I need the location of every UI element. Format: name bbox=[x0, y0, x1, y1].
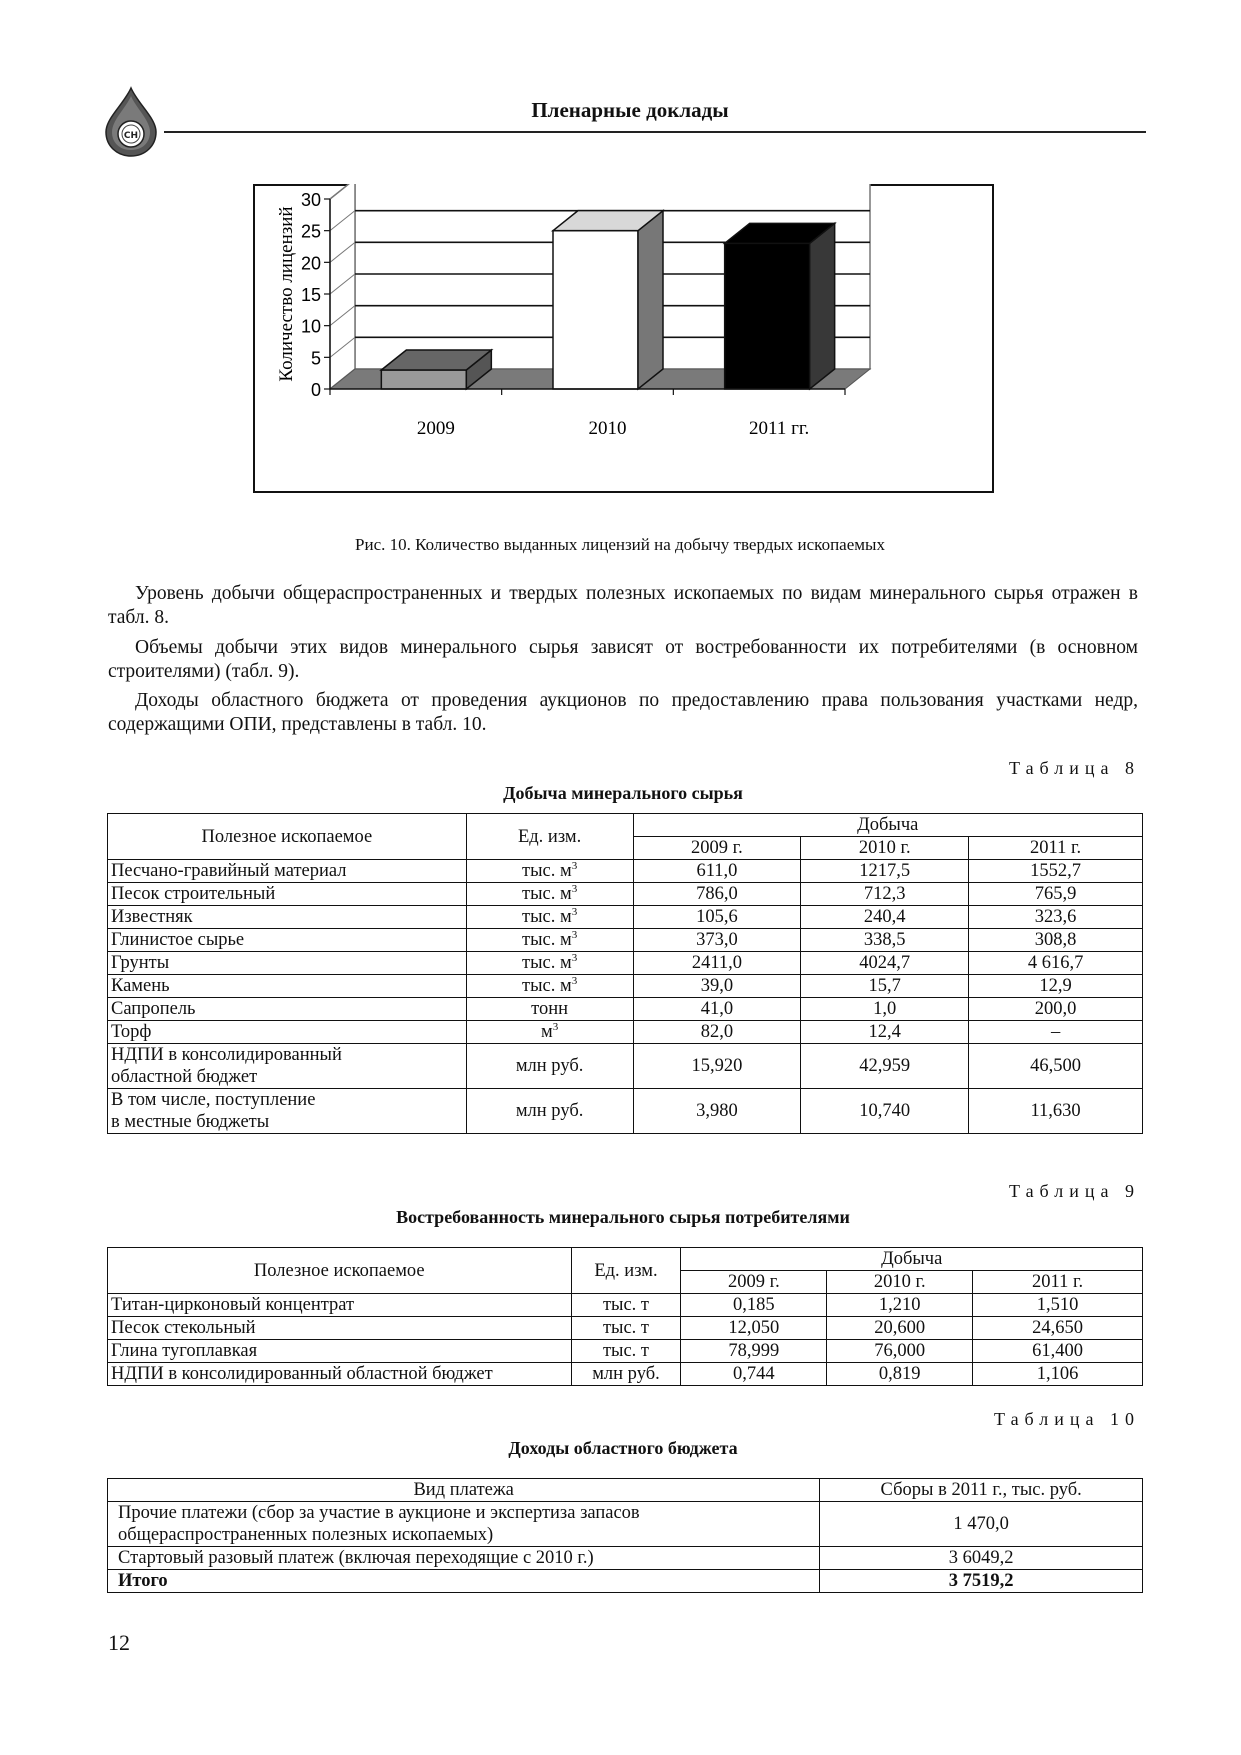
header-rule bbox=[164, 131, 1146, 133]
cell-text: 39,0 bbox=[700, 976, 734, 996]
cell-unit bbox=[571, 1294, 681, 1317]
cell-text: 1552,7 bbox=[1030, 861, 1082, 881]
cell-value bbox=[801, 906, 969, 929]
cell-text: 105,6 bbox=[696, 907, 738, 927]
unit-superscript: 3 bbox=[571, 951, 578, 964]
cell-text: Титан-цирконовый концентрат bbox=[111, 1295, 355, 1315]
header-year bbox=[827, 1271, 973, 1294]
cell-value bbox=[827, 1340, 973, 1363]
cell-text: 15,920 bbox=[691, 1056, 743, 1076]
y-tick-label: 25 bbox=[300, 221, 321, 242]
cell-text: областной бюджет bbox=[111, 1067, 258, 1087]
table-row bbox=[108, 952, 1143, 975]
cell-text: Стартовый разовый платеж (включая переходящие с 2010 г.) bbox=[118, 1548, 594, 1568]
cell-amount bbox=[820, 1547, 1143, 1570]
cell-value bbox=[973, 1294, 1143, 1317]
table-header-row bbox=[108, 814, 1143, 837]
cell-text: 61,400 bbox=[1032, 1341, 1083, 1361]
cell-name bbox=[108, 1340, 572, 1363]
cell-name bbox=[108, 1294, 572, 1317]
cell-unit bbox=[466, 929, 633, 952]
table-header-row bbox=[108, 1479, 1143, 1502]
cell-unit bbox=[466, 883, 633, 906]
table-row bbox=[108, 929, 1143, 952]
cell-value bbox=[681, 1294, 827, 1317]
cell-text: В том числе, поступление bbox=[111, 1090, 316, 1110]
table-total-row bbox=[108, 1570, 1143, 1593]
cell-text: 10,740 bbox=[859, 1101, 911, 1121]
unit-superscript: 3 bbox=[571, 974, 578, 987]
table-row bbox=[108, 1021, 1143, 1044]
licenses-bar-chart bbox=[253, 184, 994, 493]
cell-value bbox=[969, 883, 1143, 906]
total-amount bbox=[820, 1570, 1143, 1593]
paragraph-3: Доходы областного бюджета от проведения аукционов по предоставлению права пользования участками недр, содержащими ОПИ, представлены в табл. 10. bbox=[108, 690, 1138, 735]
cell-value bbox=[633, 860, 801, 883]
table-10-label: Таблица 10 bbox=[994, 1409, 1140, 1429]
cell-value bbox=[801, 1021, 969, 1044]
cell-name bbox=[108, 929, 467, 952]
cell-text: 240,4 bbox=[863, 907, 906, 927]
cell-name bbox=[108, 998, 467, 1021]
cell-value bbox=[681, 1340, 827, 1363]
cell-text: 338,5 bbox=[863, 930, 906, 950]
cell-name bbox=[108, 1502, 820, 1547]
cell-text: млн руб. bbox=[515, 1056, 584, 1076]
cell-text: 12,050 bbox=[728, 1318, 780, 1338]
table-10-title: Доходы областного бюджета bbox=[508, 1438, 738, 1458]
cell-text: 308,8 bbox=[1034, 930, 1077, 950]
cell-text: Сапропель bbox=[111, 999, 196, 1019]
cell-name bbox=[108, 1363, 572, 1386]
cell-text: 11,630 bbox=[1030, 1101, 1081, 1121]
header-amount bbox=[820, 1479, 1143, 1502]
table-9-label: Таблица 9 bbox=[1009, 1181, 1140, 1201]
header-year bbox=[681, 1271, 827, 1294]
cell-text: Камень bbox=[111, 976, 170, 996]
table-row bbox=[108, 975, 1143, 998]
cell-value bbox=[973, 1340, 1143, 1363]
header-text: Вид платежа bbox=[413, 1480, 514, 1500]
cell-unit bbox=[466, 975, 633, 998]
cell-value bbox=[633, 883, 801, 906]
cell-value bbox=[633, 929, 801, 952]
cell-value bbox=[801, 929, 969, 952]
header-group bbox=[633, 814, 1143, 837]
cell-text: НДПИ в консолидированный областной бюджет bbox=[111, 1364, 493, 1384]
table-row bbox=[108, 1317, 1143, 1340]
cell-text: 4024,7 bbox=[859, 953, 911, 973]
cell-text: 3 6049,2 bbox=[948, 1548, 1014, 1568]
header-text: 2010 г. bbox=[858, 838, 911, 858]
bar-2009 bbox=[381, 350, 491, 389]
table-9 bbox=[107, 1247, 1143, 1386]
cell-value bbox=[801, 975, 969, 998]
cell-text: тыс. м bbox=[522, 884, 572, 904]
cell-value bbox=[633, 975, 801, 998]
cell-text: Песок стекольный bbox=[111, 1318, 256, 1338]
cell-text: 323,6 bbox=[1034, 907, 1077, 927]
cell-text: млн руб. bbox=[592, 1364, 660, 1384]
page-number: 12 bbox=[108, 1630, 130, 1655]
cell-text: тыс. м bbox=[522, 953, 572, 973]
chart-side-wall bbox=[330, 184, 355, 389]
cell-value bbox=[969, 952, 1143, 975]
cell-text: 1,210 bbox=[878, 1295, 921, 1315]
cell-unit bbox=[571, 1317, 681, 1340]
svg-text:СН: СН bbox=[123, 131, 139, 141]
cell-text: 1,510 bbox=[1036, 1295, 1079, 1315]
cell-text: 1,106 bbox=[1036, 1364, 1079, 1384]
cell-text: 1,0 bbox=[873, 999, 897, 1019]
cell-text: 765,9 bbox=[1034, 884, 1077, 904]
cell-text: 24,650 bbox=[1032, 1318, 1083, 1338]
bar-side bbox=[638, 211, 663, 389]
cell-value bbox=[801, 998, 969, 1021]
cell-value bbox=[969, 1021, 1143, 1044]
bar-2011 гг. bbox=[725, 223, 835, 389]
cell-value bbox=[827, 1363, 973, 1386]
header-text: Добыча bbox=[857, 815, 919, 835]
unit-superscript: 3 bbox=[571, 882, 578, 895]
cell-value bbox=[801, 860, 969, 883]
cell-text: 0,819 bbox=[878, 1364, 921, 1384]
cell-name bbox=[108, 1089, 467, 1134]
cell-text: Известняк bbox=[111, 907, 193, 927]
header-text: 2009 г. bbox=[691, 838, 743, 858]
figure-caption: Рис. 10. Количество выданных лицензий на добычу твердых ископаемых bbox=[355, 535, 885, 554]
cell-value bbox=[969, 975, 1143, 998]
table-row bbox=[108, 1089, 1143, 1134]
paragraph-1: Уровень добычи общераспространенных и твердых полезных ископаемых по видам минерального сырья отражен в табл. 8. bbox=[108, 583, 1138, 628]
cell-value bbox=[801, 883, 969, 906]
table-8-title: Добыча минерального сырья bbox=[503, 783, 743, 803]
cell-value bbox=[633, 998, 801, 1021]
cell-text: 46,500 bbox=[1030, 1056, 1082, 1076]
cell-text: тыс. т bbox=[602, 1295, 649, 1315]
cell-amount bbox=[820, 1502, 1143, 1547]
cell-text: Песчано-гравийный материал bbox=[111, 861, 347, 881]
cell-text: тыс. т bbox=[602, 1341, 649, 1361]
header-text: 2011 г. bbox=[1030, 838, 1082, 858]
table-header-row bbox=[108, 1248, 1143, 1271]
header-unit bbox=[466, 814, 633, 860]
y-axis-label: Количество лицензий bbox=[276, 206, 297, 382]
cell-text: 42,959 bbox=[859, 1056, 911, 1076]
cell-name bbox=[108, 952, 467, 975]
y-tick-label: 10 bbox=[300, 316, 321, 337]
cell-value bbox=[633, 1089, 801, 1134]
cell-unit bbox=[466, 952, 633, 975]
header-text: Полезное ископаемое bbox=[253, 1260, 425, 1281]
cell-value bbox=[969, 929, 1143, 952]
cell-name bbox=[108, 860, 467, 883]
cell-value bbox=[681, 1317, 827, 1340]
unit-superscript: 3 bbox=[571, 905, 578, 918]
unit-superscript: 3 bbox=[571, 859, 578, 872]
cell-value bbox=[969, 906, 1143, 929]
cell-text: 786,0 bbox=[696, 884, 738, 904]
cell-value bbox=[633, 1021, 801, 1044]
cell-text: тыс. м bbox=[522, 907, 572, 927]
header-text: 2010 г. bbox=[873, 1272, 926, 1292]
cell-text: 15,7 bbox=[868, 976, 901, 996]
table-row bbox=[108, 906, 1143, 929]
header-text: Ед. изм. bbox=[594, 1260, 658, 1281]
cell-name bbox=[108, 1044, 467, 1089]
table-row bbox=[108, 1363, 1143, 1386]
cell-text: 76,000 bbox=[874, 1341, 926, 1361]
cell-text: 12,4 bbox=[868, 1022, 901, 1042]
cell-text: 82,0 bbox=[700, 1022, 734, 1042]
cell-text: – bbox=[1050, 1022, 1061, 1042]
cell-text: м bbox=[540, 1022, 553, 1042]
table-row bbox=[108, 883, 1143, 906]
y-tick-label: 5 bbox=[310, 348, 321, 369]
table-10 bbox=[107, 1478, 1143, 1593]
x-category-label: 2009 bbox=[416, 418, 455, 439]
cell-unit bbox=[571, 1340, 681, 1363]
cell-unit bbox=[571, 1363, 681, 1386]
cell-text: Глинистое сырье bbox=[111, 930, 245, 950]
cell-name bbox=[108, 1021, 467, 1044]
table-row bbox=[108, 1547, 1143, 1570]
table-8 bbox=[107, 813, 1143, 1134]
cell-text: общераспространенных полезных ископаемых) bbox=[118, 1525, 494, 1545]
cell-text: млн руб. bbox=[515, 1101, 584, 1121]
unit-superscript: 3 bbox=[571, 928, 578, 941]
cell-unit bbox=[466, 906, 633, 929]
header-year bbox=[973, 1271, 1143, 1294]
bar-2010 bbox=[553, 211, 663, 389]
y-tick-label: 30 bbox=[300, 190, 321, 210]
cell-text: 3,980 bbox=[696, 1101, 738, 1121]
cell-value bbox=[801, 1089, 969, 1134]
header-text: Ед. изм. bbox=[517, 826, 582, 847]
cell-unit bbox=[466, 860, 633, 883]
header-unit bbox=[571, 1248, 681, 1294]
cell-name bbox=[108, 1317, 572, 1340]
cell-text: Итого bbox=[118, 1571, 168, 1591]
header-group bbox=[681, 1248, 1143, 1271]
cell-text: Глина тугоплавкая bbox=[111, 1341, 258, 1361]
cell-name bbox=[108, 906, 467, 929]
cell-value bbox=[969, 860, 1143, 883]
cell-unit bbox=[466, 1021, 633, 1044]
cell-text: 78,999 bbox=[728, 1341, 780, 1361]
cell-name bbox=[108, 1547, 820, 1570]
header-text: Полезное ископаемое bbox=[201, 826, 373, 847]
total-name bbox=[108, 1570, 820, 1593]
header-text: 2011 г. bbox=[1032, 1272, 1084, 1292]
cell-text: 12,9 bbox=[1039, 976, 1072, 996]
cell-value bbox=[969, 1089, 1143, 1134]
header-year bbox=[633, 837, 801, 860]
header-year bbox=[969, 837, 1143, 860]
header-mineral bbox=[108, 1248, 572, 1294]
cell-text: НДПИ в консолидированный bbox=[111, 1045, 342, 1065]
cell-value bbox=[801, 1044, 969, 1089]
cell-text: 1 470,0 bbox=[953, 1514, 1009, 1534]
bar-side bbox=[810, 223, 835, 389]
y-tick-label: 15 bbox=[300, 285, 321, 305]
cell-text: в местные бюджеты bbox=[111, 1112, 270, 1132]
cell-text: тыс. м bbox=[522, 861, 572, 881]
cell-text: 3 7519,2 bbox=[948, 1571, 1014, 1591]
header-year bbox=[801, 837, 969, 860]
cell-text: 200,0 bbox=[1034, 999, 1077, 1019]
y-tick-label: 0 bbox=[310, 380, 321, 400]
unit-superscript: 3 bbox=[552, 1020, 559, 1033]
cell-text: 0,185 bbox=[733, 1295, 775, 1315]
cell-text: Торф bbox=[111, 1022, 152, 1042]
cell-unit bbox=[466, 998, 633, 1021]
cell-value bbox=[969, 998, 1143, 1021]
cell-name bbox=[108, 883, 467, 906]
cell-text: 712,3 bbox=[863, 884, 906, 904]
bar-front bbox=[725, 243, 810, 389]
cell-text: тыс. т bbox=[602, 1318, 649, 1338]
cell-text: тыс. м bbox=[522, 976, 572, 996]
x-category-label: 2011 гг. bbox=[749, 418, 810, 439]
cell-text: Прочие платежи (сбор за участие в аукционе и экспертиза запасов bbox=[118, 1503, 640, 1523]
cell-unit bbox=[466, 1044, 633, 1089]
header-type bbox=[108, 1479, 820, 1502]
cell-text: 41,0 bbox=[700, 999, 734, 1019]
x-category-label: 2010 bbox=[588, 418, 627, 439]
y-tick-label: 20 bbox=[300, 253, 321, 274]
table-row bbox=[108, 1044, 1143, 1089]
cell-value bbox=[633, 1044, 801, 1089]
cell-name bbox=[108, 975, 467, 998]
table-row bbox=[108, 1502, 1143, 1547]
bar-front bbox=[381, 370, 466, 389]
header-mineral bbox=[108, 814, 467, 860]
header-title: Пленарные доклады bbox=[531, 98, 729, 122]
cell-value bbox=[801, 952, 969, 975]
cell-text: тыс. м bbox=[522, 930, 572, 950]
cell-unit bbox=[466, 1089, 633, 1134]
header-text: Сборы в 2011 г., тыс. руб. bbox=[880, 1480, 1082, 1500]
cell-value bbox=[633, 952, 801, 975]
cell-text: Грунты bbox=[111, 953, 170, 973]
cell-text: Песок строительный bbox=[111, 884, 276, 904]
paragraph-2: Объемы добычи этих видов минерального сырья зависят от востребованности их потребителями (в основном строителями) (табл. 9). bbox=[108, 637, 1138, 682]
cell-text: 373,0 bbox=[696, 930, 738, 950]
table-row bbox=[108, 998, 1143, 1021]
header-text: 2009 г. bbox=[727, 1272, 780, 1292]
header-text: Добыча bbox=[881, 1249, 943, 1269]
cell-value bbox=[827, 1294, 973, 1317]
bar-front bbox=[553, 231, 638, 389]
table-row bbox=[108, 1294, 1143, 1317]
table-row bbox=[108, 860, 1143, 883]
cell-text: 611,0 bbox=[696, 861, 738, 881]
cell-text: 2411,0 bbox=[691, 953, 743, 973]
cell-value bbox=[973, 1363, 1143, 1386]
table-row bbox=[108, 1340, 1143, 1363]
table-9-title: Востребованность минерального сырья потребителями bbox=[396, 1207, 850, 1227]
cell-text: 1217,5 bbox=[859, 861, 911, 881]
cell-text: тонн bbox=[531, 999, 569, 1019]
cell-text: 0,744 bbox=[733, 1364, 775, 1384]
cell-value bbox=[969, 1044, 1143, 1089]
cell-text: 20,600 bbox=[874, 1318, 926, 1338]
table-8-label: Таблица 8 bbox=[1009, 758, 1140, 778]
cell-value bbox=[827, 1317, 973, 1340]
cell-text: 4 616,7 bbox=[1027, 953, 1084, 973]
cell-value bbox=[633, 906, 801, 929]
cell-value bbox=[681, 1363, 827, 1386]
drop-logo-icon bbox=[102, 86, 160, 158]
cell-value bbox=[973, 1317, 1143, 1340]
